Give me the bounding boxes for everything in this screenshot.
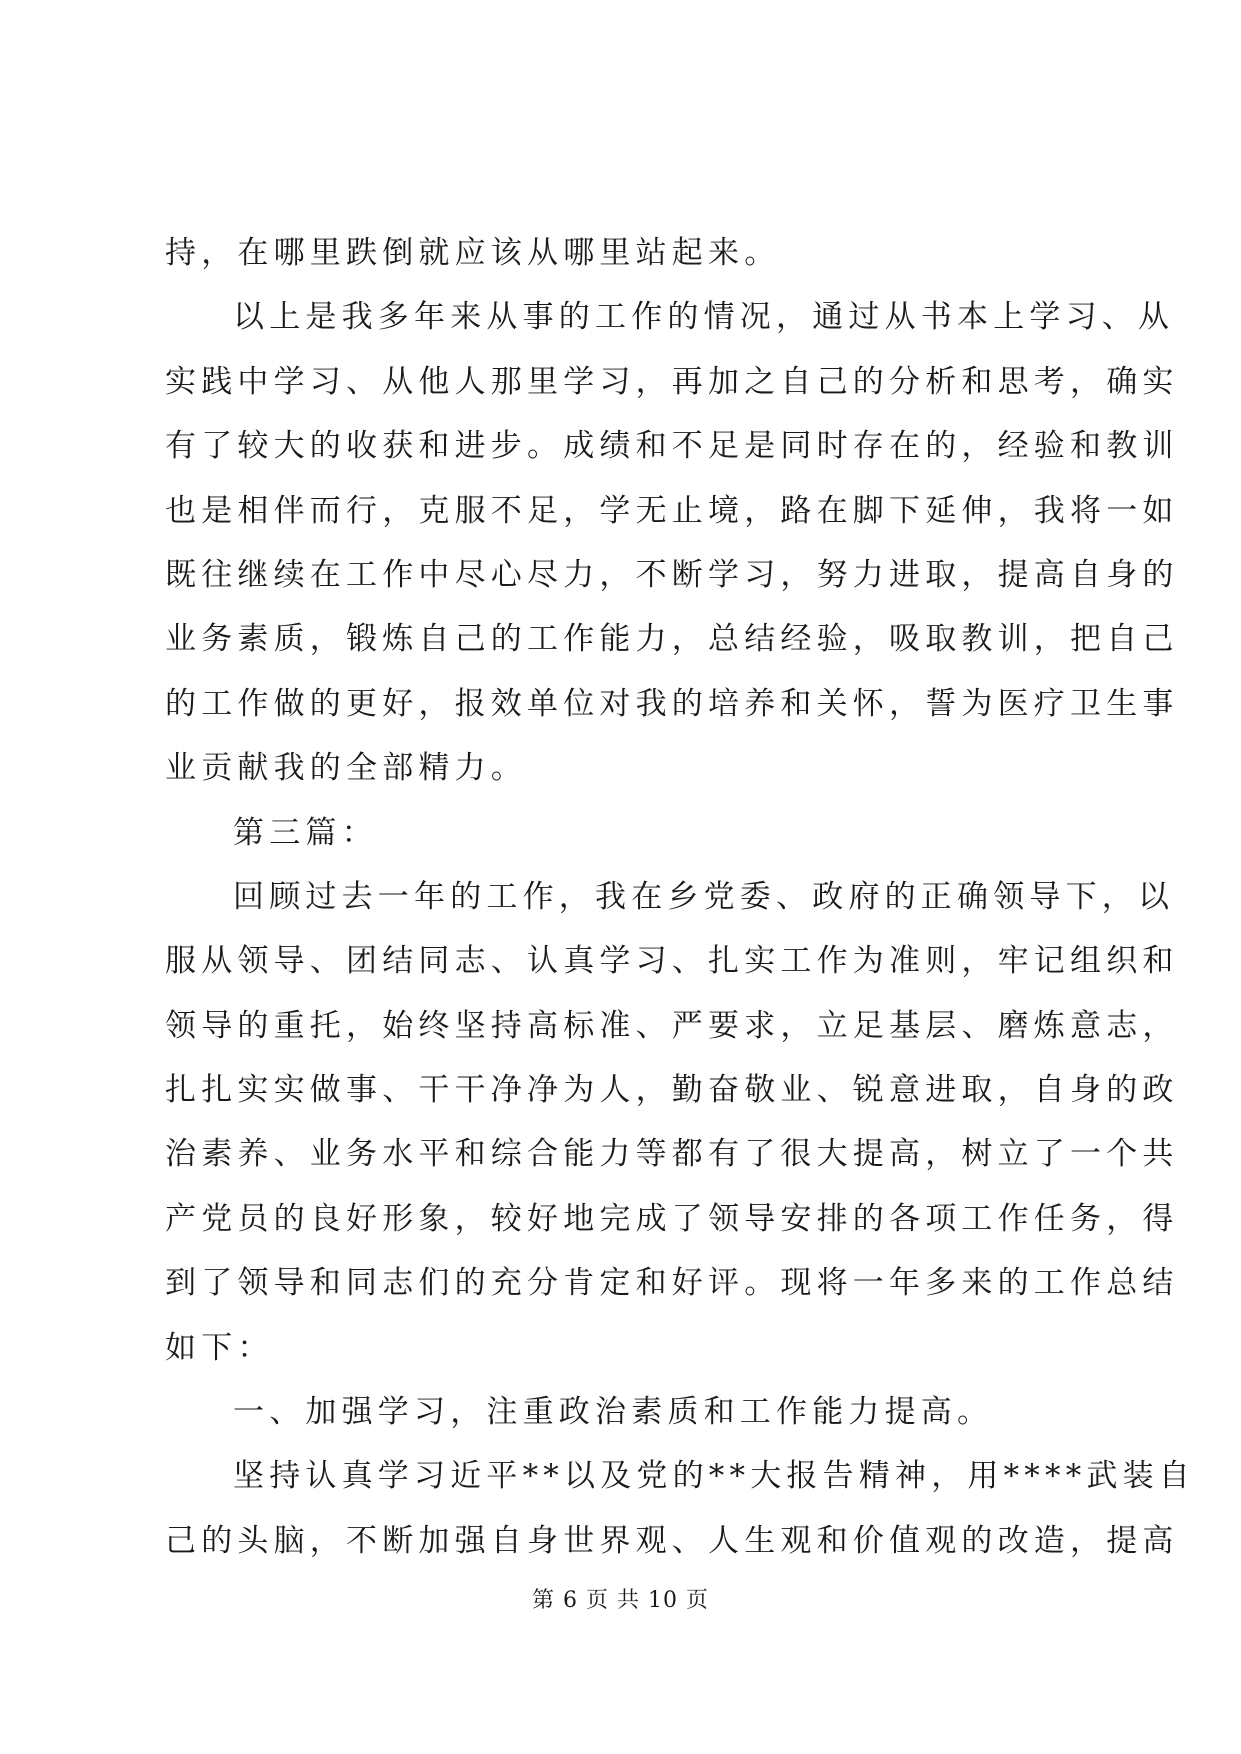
text-line: 业贡献我的全部精力。 (165, 750, 527, 787)
text-line: 也是相伴而行，克服不足，学无止境，路在脚下延伸，我将一如 (165, 492, 1179, 529)
text-line: 有了较大的收获和进步。成绩和不足是同时存在的，经验和教训 (165, 428, 1179, 465)
text-line: 坚持认真学习近平**以及党的**大报告精神，用****武装自 (233, 1458, 1195, 1495)
text-line: 一、加强学习，注重政治素质和工作能力提高。 (233, 1394, 994, 1431)
text-line: 第三篇： (233, 814, 378, 851)
text-line: 业务素质，锻炼自己的工作能力，总结经验，吸取教训，把自己 (165, 621, 1179, 658)
text-line: 扎扎实实做事、干干净净为人，勤奋敬业、锐意进取，自身的政 (165, 1072, 1179, 1109)
text-line: 持，在哪里跌倒就应该从哪里站起来。 (165, 235, 781, 271)
text-line: 到了领导和同志们的充分肯定和好评。现将一年多来的工作总结 (165, 1265, 1179, 1302)
document-body (165, 221, 1195, 1573)
text-line: 如下： (165, 1329, 274, 1366)
text-line: 服从领导、团结同志、认真学习、扎实工作为准则，牢记组织和 (165, 943, 1179, 980)
text-line: 实践中学习、从他人那里学习，再加之自己的分析和思考，确实 (165, 363, 1179, 400)
text-line: 以上是我多年来从事的工作的情况，通过从书本上学习、从 (233, 299, 1175, 336)
page-footer: 第 6 页 共 10 页 (532, 1588, 709, 1613)
text-line: 的工作做的更好，报效单位对我的培养和关怀，誓为医疗卫生事 (165, 685, 1179, 722)
text-line: 治素养、业务水平和综合能力等都有了很大提高，树立了一个共 (165, 1136, 1179, 1173)
text-line: 既往继续在工作中尽心尽力，不断学习，努力进取，提高自身的 (165, 556, 1179, 593)
text-line: 产党员的良好形象，较好地完成了领导安排的各项工作任务，得 (165, 1200, 1179, 1237)
text-line: 己的头脑，不断加强自身世界观、人生观和价值观的改造，提高 (165, 1522, 1179, 1559)
text-line: 回顾过去一年的工作，我在乡党委、政府的正确领导下，以 (233, 878, 1175, 915)
text-line: 领导的重托，始终坚持高标准、严要求，立足基层、磨炼意志， (165, 1007, 1179, 1044)
